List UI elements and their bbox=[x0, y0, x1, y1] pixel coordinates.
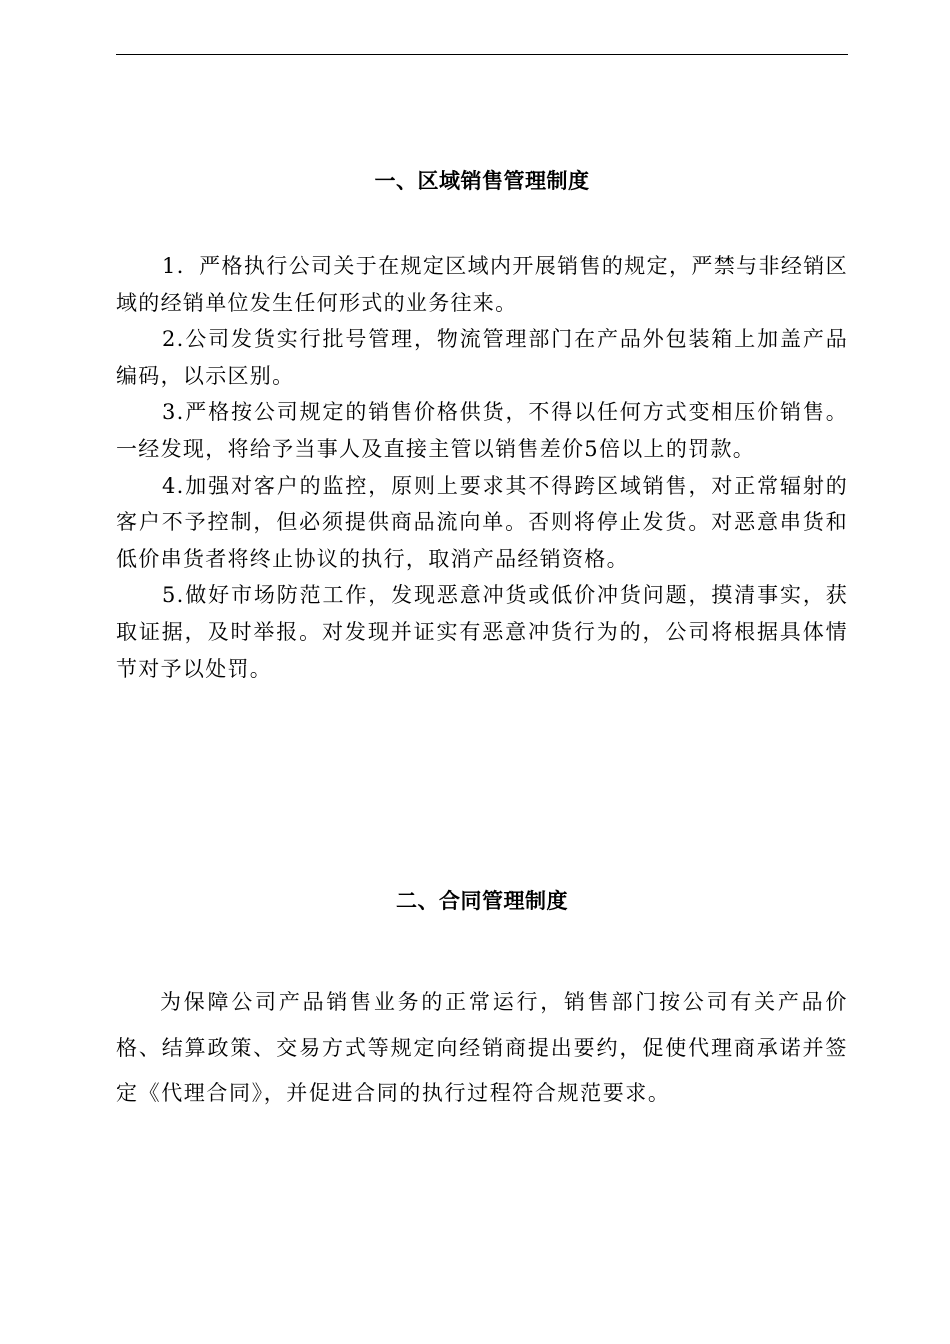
clause-list bbox=[116, 248, 848, 687]
section-regional-sales bbox=[116, 166, 848, 687]
section-title: 一、区域销售管理制度 bbox=[374, 168, 590, 193]
clause-item: 1．严格执行公司关于在规定区域内开展销售的规定，严禁与非经销区域的经销单位发生任何形式的业务往来。 bbox=[116, 254, 848, 315]
section-contract-management bbox=[116, 886, 848, 1117]
clause-item: 2.公司发货实行批号管理，物流管理部门在产品外包装箱上加盖产品编码，以示区别。 bbox=[116, 327, 848, 388]
clause-item: 4.加强对客户的监控，原则上要求其不得跨区域销售，对正常辐射的客户不予控制，但必须提供商品流向单。否则将停止发货。对恶意串货和低价串货者将终止协议的执行，取消产品经销资格。 bbox=[116, 473, 848, 571]
section-title: 二、合同管理制度 bbox=[396, 888, 568, 913]
clause-item: 5.做好市场防范工作，发现恶意冲货或低价冲货问题，摸清事实，获取证据，及时举报。对发现并证实有恶意冲货行为的，公司将根据具体情节对予以处罚。 bbox=[116, 583, 848, 681]
clause-item: 3.严格按公司规定的销售价格供货，不得以任何方式变相压价销售。一经发现，将给予当事人及直接主管以销售差价5倍以上的罚款。 bbox=[116, 400, 848, 461]
header-rule bbox=[116, 54, 848, 55]
body-paragraph: 为保障公司产品销售业务的正常运行，销售部门按公司有关产品价格、结算政策、交易方式等规定向经销商提出要约，促使代理商承诺并签定《代理合同》，并促进合同的执行过程符合规范要求。 bbox=[116, 990, 848, 1105]
